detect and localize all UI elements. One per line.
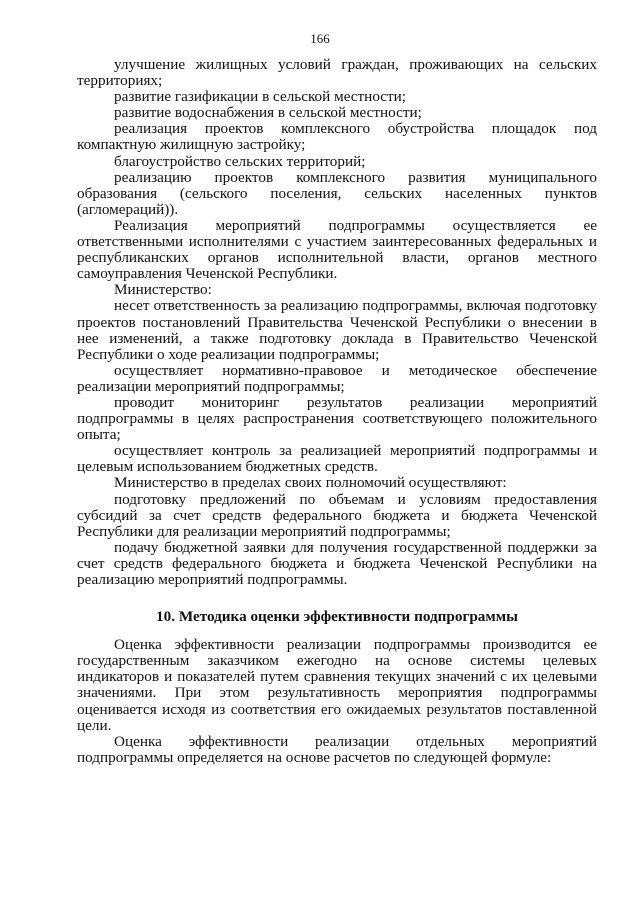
paragraph: осуществляет нормативно-правовое и методическое обеспечение реализации мероприятий подпрограммы; [77,361,597,395]
paragraph: подачу бюджетной заявки для получения государственной поддержки за счет средств федерального бюджета и бюджета Чеченской Республики на реализацию мероприятий подпрограммы. [77,538,597,588]
document-body [77,57,597,766]
paragraph: подготовку предложений по объемам и условиям предоставления субсидий за счет средств федерального бюджета и бюджета Чеченской Республики для реализации мероприятий подпрограммы; [77,490,597,540]
paragraph: Оценка эффективности реализации отдельных мероприятий подпрограммы определяется на основе расчетов по следующей формуле: [77,732,597,766]
section-heading: 10. Методика оценки эффективности подпрограммы [156,608,518,626]
paragraph: реализация проектов комплексного обустройства площадок под компактную жилищную застройку; [77,120,597,154]
paragraph: Реализация мероприятий подпрограммы осуществляется ее ответственными исполнителями с участием заинтересованных федеральных и республиканских органов исполнительной власти, органов местного самоуправления Чеченской Республики. [77,216,597,283]
paragraph: проводит мониторинг результатов реализации мероприятий подпрограммы в целях распространения соответствующего положительного опыта; [77,393,597,444]
paragraph: улучшение жилищных условий граждан, проживающих на сельских территориях; [77,56,597,90]
paragraph: благоустройство сельских территорий; [114,152,366,170]
page-number: 166 [310,31,330,46]
paragraph: несет ответственность за реализацию подпрограммы, включая подготовку проектов постановлений Правительства Чеченской Республики о внесении в нее изменений, а также подготовку доклада в Правительство Чеченской Республики о ходе реализации подпрограммы; [77,297,597,363]
paragraph: Оценка эффективности реализации подпрограммы производится ее государственным заказчиком ежегодно на основе системы целевых индикаторов и показателей путем сравнения текущих значений с их целевыми значениями. При этом результативность мероприятия подпрограммы оценивается исходя из соответствия его ожидаемых результатов поставленной цели. [77,636,597,734]
paragraph: Министерство в пределах своих полномочий осуществляют: [114,474,507,492]
paragraph: развитие газификации в сельской местности; [114,88,407,106]
paragraph: реализацию проектов комплексного развития муниципального образования (сельского поселения, сельских населенных пунктов (агломераций)). [77,168,597,218]
paragraph: Министерство: [114,281,212,299]
paragraph: развитие водоснабжения в сельской местности; [114,104,422,122]
paragraph: осуществляет контроль за реализацией мероприятий подпрограммы и целевым использованием бюджетных средств. [77,442,597,476]
